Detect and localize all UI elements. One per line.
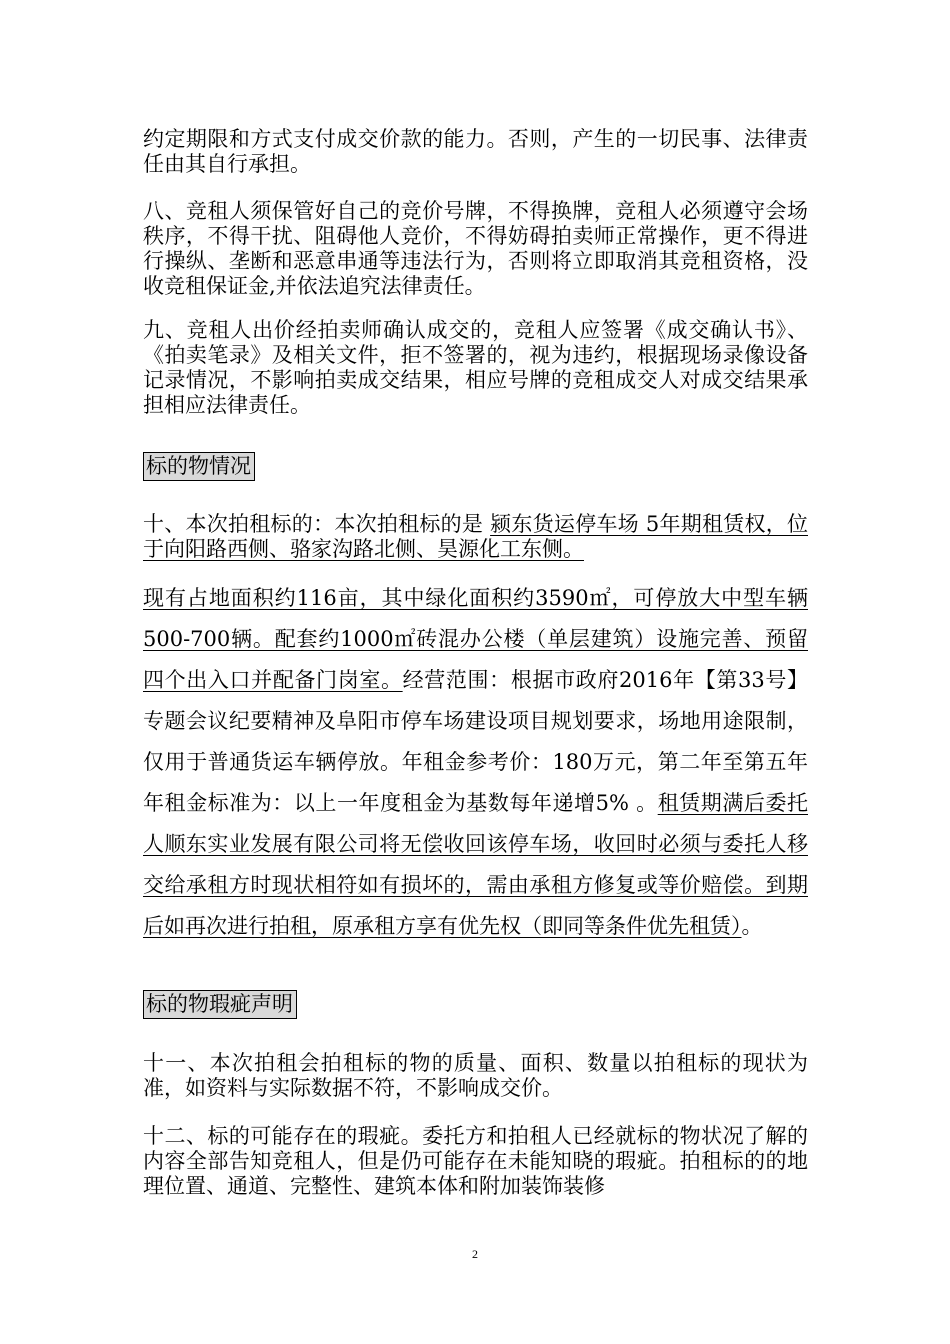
- subject-details-plain: 经营范围：根据市政府2016年【第33号】专题会议纪要精神及阜阳市停车场建设项目规划要求，场地用途限制，仅用于普通货运车辆停放。年租金参考价：180万元，第二年至第五年年租金标准为：以上一年度租金为基数每年递增5% 。: [143, 668, 808, 815]
- subject-details-underlined-b: 租赁期满后委托人顺东实业发展有限公司将无偿收回该停车场，收回时必须与委托人移交给承租方时现状相符如有损坏的，需由承租方修复或等价赔偿。到期后如再次进行拍租，原承租方享有优先权（即同等条件优先租赁）: [143, 791, 808, 938]
- paragraph-article-12: 十二、标的可能存在的瑕疵。委托方和拍租人已经就标的物状况了解的内容全部告知竞租人，但是仍可能存在未能知晓的瑕疵。拍租标的的地理位置、通道、完整性、建筑本体和附加装饰装修: [143, 1124, 808, 1198]
- page-number: 2: [472, 1247, 478, 1261]
- paragraph-article-10: [143, 512, 808, 562]
- article-10-prefix: 十、本次拍租标的：本次拍租标的是: [143, 512, 491, 536]
- section-heading-subject: 标的物情况: [143, 452, 255, 481]
- paragraph-contract-end: 约定期限和方式支付成交价款的能力。否则，产生的一切民事、法律责任由其自行承担。: [143, 127, 808, 176]
- subject-details-end: 。: [741, 914, 763, 938]
- article-10-subject-underlined: 颍东货运停车场 5年期租赁权，位于向阳路西侧、骆家沟路北侧、昊源化工东侧。: [143, 512, 808, 561]
- section-heading-defects: 标的物瑕疵声明: [143, 990, 297, 1019]
- subject-details-underlined-a: 现有占地面积约116亩，其中绿化面积约3590㎡，可停放大中型车辆500-700辆。配套约1000㎡砖混办公楼（单层建筑）设施完善、预留四个出入口并配备门岗室。: [143, 586, 808, 692]
- paragraph-article-11: 十一、本次拍租会拍租标的物的质量、面积、数量以拍租标的现状为准，如资料与实际数据不符，不影响成交价。: [143, 1051, 808, 1100]
- paragraph-article-9: 九、竞租人出价经拍卖师确认成交的，竞租人应签署《成交确认书》、《拍卖笔录》及相关文件，拒不签署的，视为违约，根据现场录像设备记录情况，不影响拍卖成交结果，相应号牌的竞租成交人对成交结果承担相应法律责任。: [143, 318, 808, 417]
- paragraph-subject-details: [143, 578, 808, 947]
- paragraph-article-8: 八、竞租人须保管好自己的竞价号牌，不得换牌，竞租人必须遵守会场秩序，不得干扰、阻碍他人竞价，不得妨碍拍卖师正常操作，更不得进行操纵、垄断和恶意串通等违法行为，否则将立即取消其竞租资格，没收竞租保证金,并依法追究法律责任。: [143, 199, 808, 298]
